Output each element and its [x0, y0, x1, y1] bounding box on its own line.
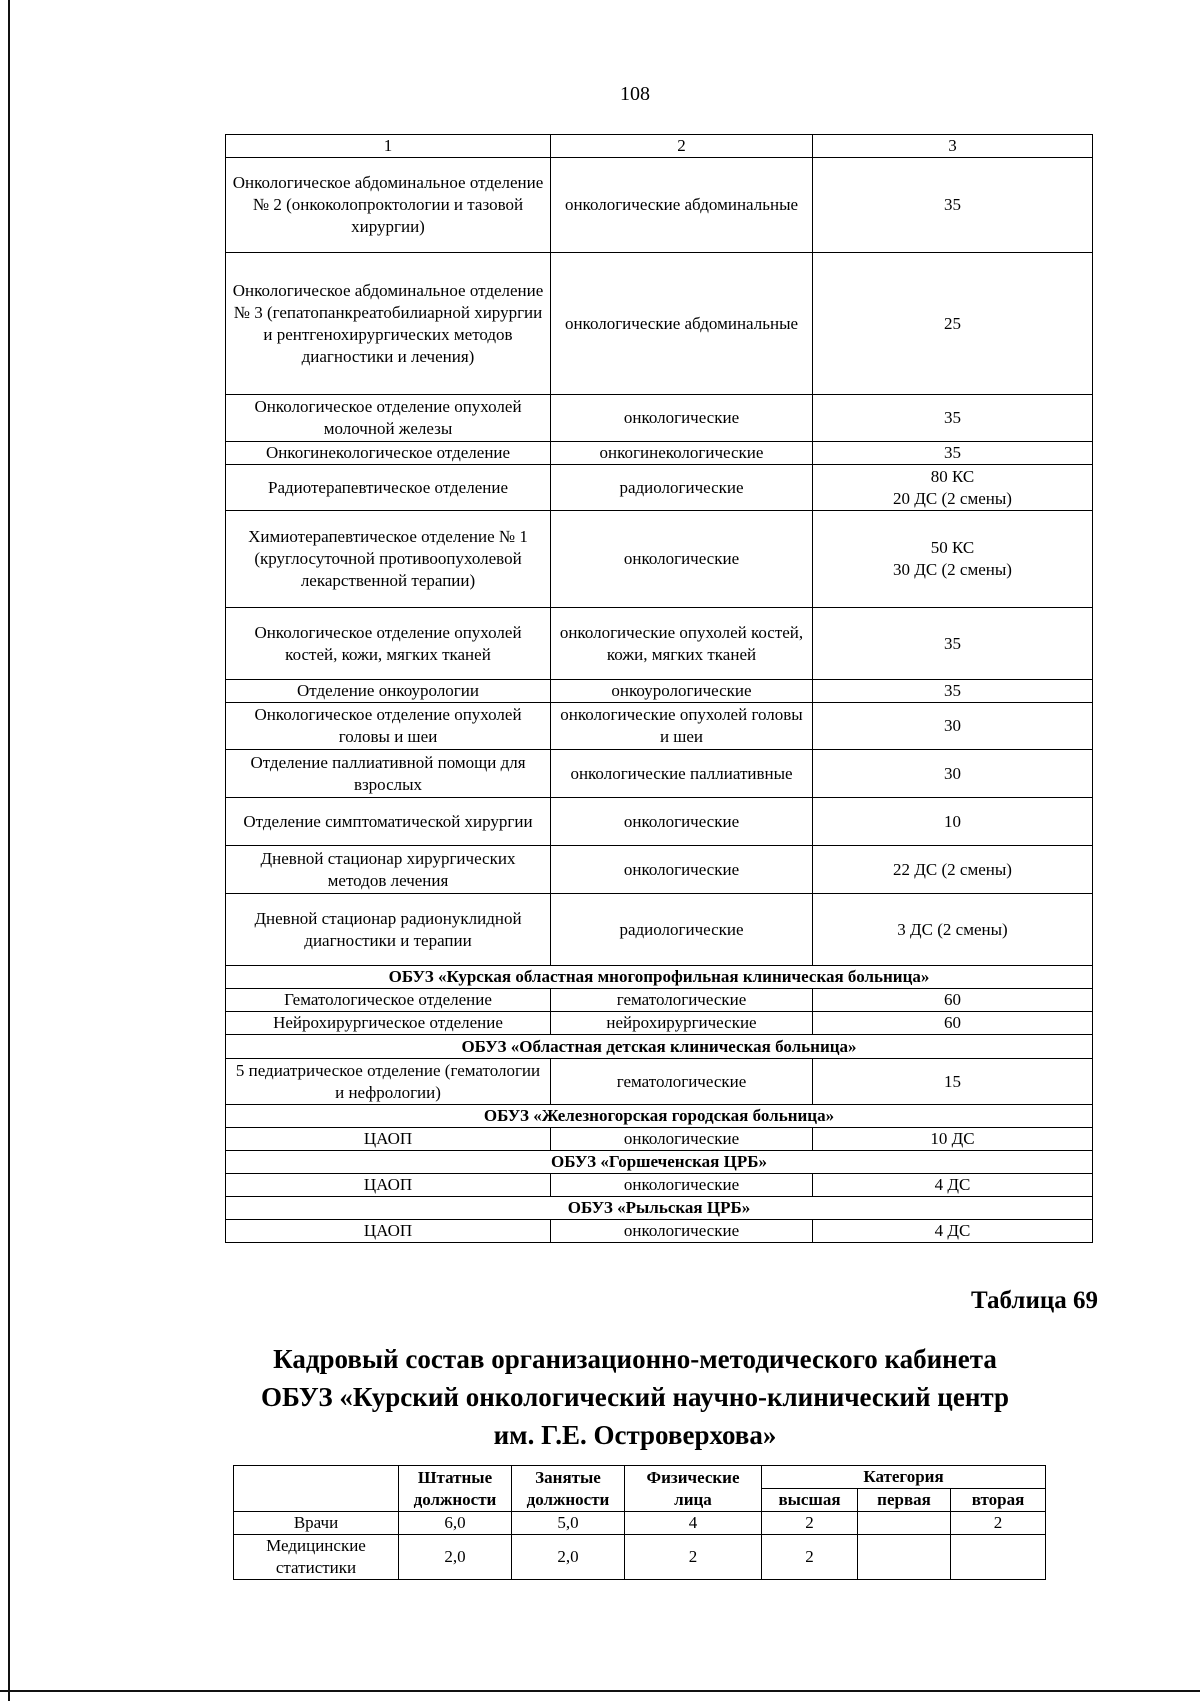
- bed-count-cell: 30: [813, 703, 1093, 750]
- bed-count-cell: 22 ДС (2 смены): [813, 846, 1093, 894]
- staff-row-vrachi: [234, 1512, 1046, 1535]
- department-cell: Онкологическое абдоминальное отделение № 2 (онкоколопроктологии и тазовой хирургии): [226, 158, 551, 253]
- bed-count-cell: 35: [813, 608, 1093, 680]
- table-number: Таблица 69: [970, 1287, 1098, 1314]
- table-row: [226, 1220, 1093, 1243]
- staff-row-label: Медицинские статистики: [234, 1535, 399, 1580]
- cell-vysshaya: 2: [762, 1535, 858, 1580]
- department-cell: ЦАОП: [226, 1128, 551, 1151]
- cell-fizicheskie: 4: [625, 1512, 762, 1535]
- bed-profile-cell: онкологические: [551, 846, 813, 894]
- department-cell: ЦАОП: [226, 1174, 551, 1197]
- bed-table-body: [226, 135, 1093, 1243]
- bed-count-cell: 25: [813, 253, 1093, 395]
- header-shtatnye: Штатные должности: [399, 1466, 512, 1512]
- department-cell: Химиотерапевтическое отделение № 1 (круглосуточной противоопухолевой лекарственной терапии): [226, 511, 551, 608]
- department-cell: Радиотерапевтическое отделение: [226, 465, 551, 511]
- table-row: [226, 465, 1093, 511]
- bed-profile-cell: онкологические опухолей костей, кожи, мягких тканей: [551, 608, 813, 680]
- section-row: [226, 1035, 1093, 1059]
- table-row: [226, 1174, 1093, 1197]
- bed-count-cell: 60: [813, 1012, 1093, 1035]
- bed-profile-cell: онкологические: [551, 395, 813, 442]
- staff-row-label: Врачи: [234, 1512, 399, 1535]
- section-row: [226, 1105, 1093, 1128]
- table-title-line: им. Г.Е. Островерхова»: [493, 1420, 777, 1450]
- page-number: 108: [620, 83, 650, 105]
- column-number-1: 1: [226, 135, 551, 158]
- bed-count-cell: 15: [813, 1059, 1093, 1105]
- table-row: [226, 1012, 1093, 1035]
- bed-profile-cell: онкологические: [551, 798, 813, 846]
- bed-profile-cell: онкологические абдоминальные: [551, 158, 813, 253]
- table-row: [226, 608, 1093, 680]
- header-zanyatye: Занятые должности: [512, 1466, 625, 1512]
- section-row: [226, 966, 1093, 989]
- cell-pervaya: [858, 1535, 951, 1580]
- department-cell: Онкогинекологическое отделение: [226, 442, 551, 465]
- bed-profile-cell: онкологические абдоминальные: [551, 253, 813, 395]
- table-row: [226, 395, 1093, 442]
- department-cell: Отделение паллиативной помощи для взрослых: [226, 750, 551, 798]
- table-title: [0, 1340, 1200, 1454]
- table-title-line: ОБУЗ «Курский онкологический научно-клинический центр: [261, 1382, 1009, 1412]
- cell-pervaya: [858, 1512, 951, 1535]
- bed-count-cell: 4 ДС: [813, 1220, 1093, 1243]
- bed-table-header-row: [226, 135, 1093, 158]
- header-vysshaya: высшая: [762, 1489, 858, 1512]
- department-cell: Дневной стационар хирургических методов лечения: [226, 846, 551, 894]
- bed-count-cell: 4 ДС: [813, 1174, 1093, 1197]
- cell-fizicheskie: 2: [625, 1535, 762, 1580]
- department-cell: Онкологическое отделение опухолей костей, кожи, мягких тканей: [226, 608, 551, 680]
- header-kategoriya: Категория: [762, 1466, 1046, 1489]
- department-cell: Онкологическое отделение опухолей головы и шеи: [226, 703, 551, 750]
- bed-profile-cell: онкоурологические: [551, 680, 813, 703]
- column-number-2: 2: [551, 135, 813, 158]
- bed-capacity-table: [225, 134, 1093, 1243]
- department-cell: Гематологическое отделение: [226, 989, 551, 1012]
- bed-profile-cell: онкологические: [551, 1174, 813, 1197]
- department-cell: Онкологическое абдоминальное отделение № 3 (гепатопанкреатобилиарной хирургии и рентгенохирургических методов диагностики и лечения): [226, 253, 551, 395]
- bed-profile-cell: онкологические паллиативные: [551, 750, 813, 798]
- bed-count-cell: 10 ДС: [813, 1128, 1093, 1151]
- bed-count-cell: 35: [813, 680, 1093, 703]
- staff-header-blank: [234, 1466, 399, 1512]
- table-row: [226, 158, 1093, 253]
- table-row: [226, 750, 1093, 798]
- bed-count-cell: 35: [813, 442, 1093, 465]
- table-row: [226, 1059, 1093, 1105]
- bed-profile-cell: онкологические: [551, 1128, 813, 1151]
- cell-zanyatye: 5,0: [512, 1512, 625, 1535]
- bed-count-cell: 35: [813, 395, 1093, 442]
- staff-table: [233, 1465, 1046, 1580]
- table-row: [226, 680, 1093, 703]
- table-row: [226, 253, 1093, 395]
- bed-count-cell: 60: [813, 989, 1093, 1012]
- table-row: [226, 989, 1093, 1012]
- staff-row-statistiki: [234, 1535, 1046, 1580]
- table-row: [226, 442, 1093, 465]
- section-title: ОБУЗ «Железногорская городская больница»: [226, 1105, 1093, 1128]
- header-fizicheskie: Физические лица: [625, 1466, 762, 1512]
- cell-vtoraya: 2: [951, 1512, 1046, 1535]
- table-row: [226, 798, 1093, 846]
- bed-profile-cell: онкологические: [551, 511, 813, 608]
- staff-header-row: [234, 1466, 1046, 1489]
- bed-count-cell: 30: [813, 750, 1093, 798]
- section-title: ОБУЗ «Рыльская ЦРБ»: [226, 1197, 1093, 1220]
- table-row: [226, 703, 1093, 750]
- cell-zanyatye: 2,0: [512, 1535, 625, 1580]
- bed-count-cell: 80 КС 20 ДС (2 смены): [813, 465, 1093, 511]
- table-row: [226, 511, 1093, 608]
- bed-profile-cell: нейрохирургические: [551, 1012, 813, 1035]
- department-cell: 5 педиатрическое отделение (гематологии и нефрологии): [226, 1059, 551, 1105]
- bed-count-cell: 35: [813, 158, 1093, 253]
- page-border-bottom: [0, 1690, 1200, 1692]
- bed-count-cell: 50 КС 30 ДС (2 смены): [813, 511, 1093, 608]
- bed-profile-cell: онкологические опухолей головы и шеи: [551, 703, 813, 750]
- bed-profile-cell: радиологические: [551, 894, 813, 966]
- cell-shtatnye: 6,0: [399, 1512, 512, 1535]
- header-pervaya: первая: [858, 1489, 951, 1512]
- section-title: ОБУЗ «Областная детская клиническая больница»: [226, 1035, 1093, 1059]
- section-title: ОБУЗ «Курская областная многопрофильная клиническая больница»: [226, 966, 1093, 989]
- table-title-line: Кадровый состав организационно-методического кабинета: [273, 1344, 997, 1374]
- section-title: ОБУЗ «Горшеченская ЦРБ»: [226, 1151, 1093, 1174]
- column-number-3: 3: [813, 135, 1093, 158]
- table-row: [226, 894, 1093, 966]
- department-cell: Дневной стационар радионуклидной диагностики и терапии: [226, 894, 551, 966]
- table-row: [226, 1128, 1093, 1151]
- department-cell: Отделение симптоматической хирургии: [226, 798, 551, 846]
- bed-profile-cell: онкологические: [551, 1220, 813, 1243]
- bed-count-cell: 10: [813, 798, 1093, 846]
- cell-vtoraya: [951, 1535, 1046, 1580]
- department-cell: Нейрохирургическое отделение: [226, 1012, 551, 1035]
- bed-profile-cell: онкогинекологические: [551, 442, 813, 465]
- table-row: [226, 846, 1093, 894]
- department-cell: ЦАОП: [226, 1220, 551, 1243]
- bed-profile-cell: радиологические: [551, 465, 813, 511]
- cell-shtatnye: 2,0: [399, 1535, 512, 1580]
- header-vtoraya: вторая: [951, 1489, 1046, 1512]
- department-cell: Отделение онкоурологии: [226, 680, 551, 703]
- cell-vysshaya: 2: [762, 1512, 858, 1535]
- department-cell: Онкологическое отделение опухолей молочной железы: [226, 395, 551, 442]
- bed-count-cell: 3 ДС (2 смены): [813, 894, 1093, 966]
- bed-profile-cell: гематологические: [551, 989, 813, 1012]
- section-row: [226, 1197, 1093, 1220]
- bed-profile-cell: гематологические: [551, 1059, 813, 1105]
- section-row: [226, 1151, 1093, 1174]
